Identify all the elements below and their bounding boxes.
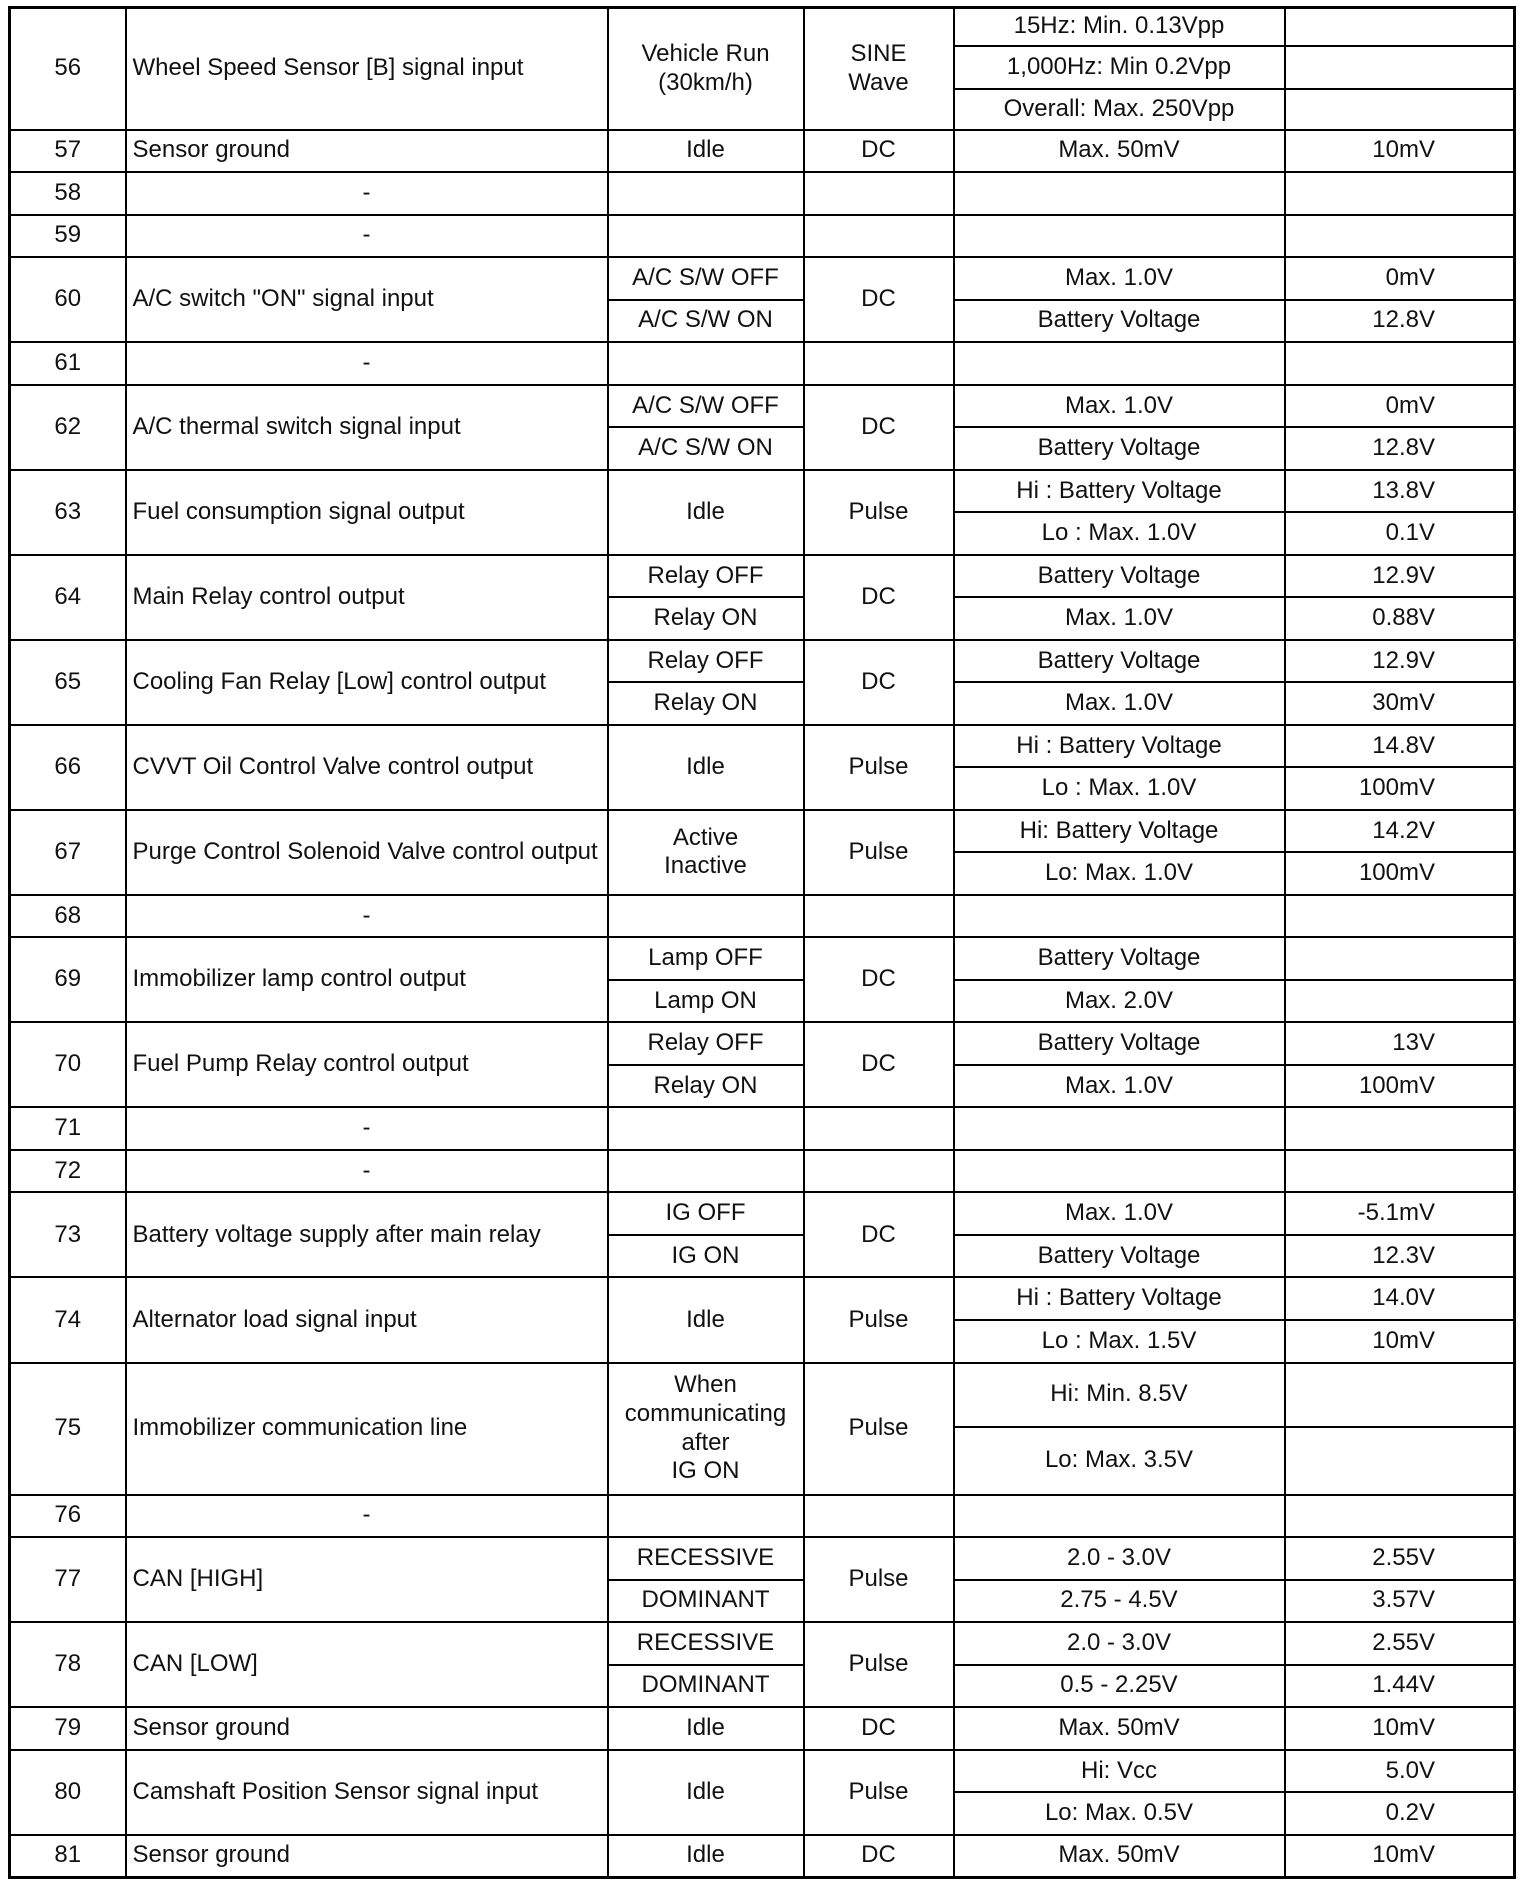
pin-description: Sensor ground xyxy=(126,1707,608,1750)
signal-type: Pulse xyxy=(804,1277,954,1362)
measured-value: 10mV xyxy=(1285,1320,1515,1363)
input-output-level: Lo : Max. 1.5V xyxy=(954,1320,1285,1363)
table-row xyxy=(10,895,1515,938)
input-output-level: Max. 50mV xyxy=(954,130,1285,173)
input-output-level: Max. 1.0V xyxy=(954,597,1285,640)
input-output-level xyxy=(954,172,1285,215)
measured-value: 14.8V xyxy=(1285,725,1515,768)
table-row xyxy=(10,8,1515,46)
measured-value: 14.2V xyxy=(1285,810,1515,853)
pin-description: - xyxy=(126,342,608,385)
input-output-level: Lo: Max. 3.5V xyxy=(954,1427,1285,1495)
test-condition: IG ON xyxy=(608,1235,804,1278)
pin-number: 61 xyxy=(10,342,126,385)
pin-description: Fuel consumption signal output xyxy=(126,470,608,555)
table-row xyxy=(10,172,1515,215)
test-condition xyxy=(608,342,804,385)
signal-type: Pulse xyxy=(804,725,954,810)
signal-type: DC xyxy=(804,555,954,640)
measured-value: 1.44V xyxy=(1285,1665,1515,1708)
signal-type: Pulse xyxy=(804,1537,954,1622)
pin-number: 65 xyxy=(10,640,126,725)
measured-value xyxy=(1285,1363,1515,1427)
measured-value: 10mV xyxy=(1285,1707,1515,1750)
measured-value xyxy=(1285,46,1515,89)
input-output-level: Hi : Battery Voltage xyxy=(954,470,1285,513)
pin-description: - xyxy=(126,895,608,938)
measured-value: 0mV xyxy=(1285,257,1515,300)
pin-description: CVVT Oil Control Valve control output xyxy=(126,725,608,810)
pin-description: Immobilizer communication line xyxy=(126,1363,608,1495)
signal-type: Pulse xyxy=(804,810,954,895)
signal-type xyxy=(804,1107,954,1150)
pin-description: Main Relay control output xyxy=(126,555,608,640)
pin-number: 72 xyxy=(10,1150,126,1193)
input-output-level xyxy=(954,1150,1285,1193)
table-row xyxy=(10,1835,1515,1878)
table-row xyxy=(10,1022,1515,1065)
test-condition: Lamp OFF xyxy=(608,937,804,980)
signal-type: DC xyxy=(804,1022,954,1107)
pin-number: 81 xyxy=(10,1835,126,1878)
measured-value: 100mV xyxy=(1285,767,1515,810)
pin-description: Cooling Fan Relay [Low] control output xyxy=(126,640,608,725)
input-output-level: Battery Voltage xyxy=(954,937,1285,980)
test-condition xyxy=(608,215,804,258)
test-condition: Idle xyxy=(608,1277,804,1362)
pin-number: 56 xyxy=(10,8,126,130)
input-output-level: Battery Voltage xyxy=(954,640,1285,683)
signal-type: DC xyxy=(804,1192,954,1277)
input-output-level: Hi : Battery Voltage xyxy=(954,1277,1285,1320)
measured-value xyxy=(1285,172,1515,215)
input-output-level: Lo: Max. 1.0V xyxy=(954,852,1285,895)
signal-type: SINE Wave xyxy=(804,8,954,130)
pin-number: 63 xyxy=(10,470,126,555)
table-row xyxy=(10,215,1515,258)
measured-value: 12.8V xyxy=(1285,300,1515,343)
measured-value: 5.0V xyxy=(1285,1750,1515,1793)
measured-value: -5.1mV xyxy=(1285,1192,1515,1235)
measured-value: 13.8V xyxy=(1285,470,1515,513)
input-output-level xyxy=(954,215,1285,258)
table-row xyxy=(10,385,1515,428)
test-condition: Relay ON xyxy=(608,1065,804,1108)
measured-value xyxy=(1285,1150,1515,1193)
measured-value: 13V xyxy=(1285,1022,1515,1065)
input-output-level: Battery Voltage xyxy=(954,555,1285,598)
signal-type: Pulse xyxy=(804,1622,954,1707)
measured-value: 14.0V xyxy=(1285,1277,1515,1320)
pin-description: Battery voltage supply after main relay xyxy=(126,1192,608,1277)
input-output-level: Max. 50mV xyxy=(954,1835,1285,1878)
measured-value: 2.55V xyxy=(1285,1622,1515,1665)
signal-type xyxy=(804,342,954,385)
input-output-level: Max. 2.0V xyxy=(954,980,1285,1023)
measured-value: 10mV xyxy=(1285,1835,1515,1878)
test-condition: Idle xyxy=(608,1750,804,1835)
pin-spec-body xyxy=(10,8,1515,1878)
measured-value xyxy=(1285,895,1515,938)
pin-number: 79 xyxy=(10,1707,126,1750)
pin-number: 78 xyxy=(10,1622,126,1707)
pin-number: 60 xyxy=(10,257,126,342)
pin-description: Camshaft Position Sensor signal input xyxy=(126,1750,608,1835)
measured-value: 100mV xyxy=(1285,852,1515,895)
table-row xyxy=(10,1750,1515,1793)
test-condition: A/C S/W ON xyxy=(608,427,804,470)
pin-number: 69 xyxy=(10,937,126,1022)
measured-value xyxy=(1285,8,1515,46)
pin-number: 70 xyxy=(10,1022,126,1107)
test-condition: Relay ON xyxy=(608,597,804,640)
measured-value xyxy=(1285,1427,1515,1495)
input-output-level: Overall: Max. 250Vpp xyxy=(954,89,1285,130)
input-output-level xyxy=(954,342,1285,385)
pin-number: 73 xyxy=(10,1192,126,1277)
pin-description: CAN [HIGH] xyxy=(126,1537,608,1622)
measured-value: 12.8V xyxy=(1285,427,1515,470)
test-condition: DOMINANT xyxy=(608,1665,804,1708)
input-output-level: 2.0 - 3.0V xyxy=(954,1622,1285,1665)
table-row xyxy=(10,1622,1515,1665)
measured-value xyxy=(1285,1495,1515,1538)
table-row xyxy=(10,342,1515,385)
table-row xyxy=(10,1707,1515,1750)
measured-value xyxy=(1285,342,1515,385)
signal-type: DC xyxy=(804,1835,954,1878)
table-row xyxy=(10,130,1515,173)
signal-type: DC xyxy=(804,257,954,342)
pin-number: 76 xyxy=(10,1495,126,1538)
test-condition: Idle xyxy=(608,130,804,173)
pin-number: 74 xyxy=(10,1277,126,1362)
table-row xyxy=(10,1363,1515,1427)
test-condition: Idle xyxy=(608,1835,804,1878)
test-condition: Relay OFF xyxy=(608,1022,804,1065)
test-condition: Idle xyxy=(608,470,804,555)
test-condition: Idle xyxy=(608,1707,804,1750)
input-output-level: Hi: Battery Voltage xyxy=(954,810,1285,853)
test-condition xyxy=(608,1495,804,1538)
test-condition: RECESSIVE xyxy=(608,1537,804,1580)
signal-type xyxy=(804,215,954,258)
measured-value: 12.9V xyxy=(1285,555,1515,598)
pin-spec-table xyxy=(8,6,1516,1879)
measured-value: 2.55V xyxy=(1285,1537,1515,1580)
pin-description: - xyxy=(126,1150,608,1193)
input-output-level: Max. 50mV xyxy=(954,1707,1285,1750)
table-row xyxy=(10,1277,1515,1320)
input-output-level: Lo : Max. 1.0V xyxy=(954,767,1285,810)
test-condition: Relay OFF xyxy=(608,640,804,683)
table-row xyxy=(10,1495,1515,1538)
pin-number: 80 xyxy=(10,1750,126,1835)
test-condition xyxy=(608,1150,804,1193)
input-output-level: 15Hz: Min. 0.13Vpp xyxy=(954,8,1285,46)
pin-description: A/C switch "ON" signal input xyxy=(126,257,608,342)
pin-description: - xyxy=(126,1495,608,1538)
input-output-level: Max. 1.0V xyxy=(954,385,1285,428)
input-output-level: Max. 1.0V xyxy=(954,1192,1285,1235)
pin-number: 68 xyxy=(10,895,126,938)
pin-description: Alternator load signal input xyxy=(126,1277,608,1362)
measured-value: 10mV xyxy=(1285,130,1515,173)
signal-type xyxy=(804,895,954,938)
input-output-level xyxy=(954,1495,1285,1538)
test-condition xyxy=(608,1107,804,1150)
test-condition: Relay OFF xyxy=(608,555,804,598)
input-output-level: Lo : Max. 1.0V xyxy=(954,512,1285,555)
input-output-level: Max. 1.0V xyxy=(954,682,1285,725)
signal-type: Pulse xyxy=(804,1363,954,1495)
measured-value: 0.1V xyxy=(1285,512,1515,555)
input-output-level: Hi: Vcc xyxy=(954,1750,1285,1793)
test-condition: Active Inactive xyxy=(608,810,804,895)
test-condition: DOMINANT xyxy=(608,1580,804,1623)
test-condition: Idle xyxy=(608,725,804,810)
pin-number: 75 xyxy=(10,1363,126,1495)
table-row xyxy=(10,1107,1515,1150)
pin-number: 64 xyxy=(10,555,126,640)
test-condition: Vehicle Run (30km/h) xyxy=(608,8,804,130)
pin-description: A/C thermal switch signal input xyxy=(126,385,608,470)
measured-value: 3.57V xyxy=(1285,1580,1515,1623)
pin-number: 58 xyxy=(10,172,126,215)
measured-value xyxy=(1285,89,1515,130)
input-output-level: Battery Voltage xyxy=(954,1022,1285,1065)
signal-type: DC xyxy=(804,640,954,725)
test-condition xyxy=(608,172,804,215)
pin-description: - xyxy=(126,215,608,258)
pin-number: 66 xyxy=(10,725,126,810)
measured-value: 0.88V xyxy=(1285,597,1515,640)
measured-value xyxy=(1285,215,1515,258)
signal-type: DC xyxy=(804,385,954,470)
test-condition: A/C S/W OFF xyxy=(608,257,804,300)
signal-type: DC xyxy=(804,1707,954,1750)
pin-description: Wheel Speed Sensor [B] signal input xyxy=(126,8,608,130)
table-row xyxy=(10,810,1515,853)
pin-number: 59 xyxy=(10,215,126,258)
test-condition: A/C S/W OFF xyxy=(608,385,804,428)
pin-number: 57 xyxy=(10,130,126,173)
signal-type xyxy=(804,1495,954,1538)
pin-description: CAN [LOW] xyxy=(126,1622,608,1707)
input-output-level: 2.75 - 4.5V xyxy=(954,1580,1285,1623)
input-output-level: Battery Voltage xyxy=(954,1235,1285,1278)
measured-value: 100mV xyxy=(1285,1065,1515,1108)
table-row xyxy=(10,555,1515,598)
input-output-level: Battery Voltage xyxy=(954,427,1285,470)
pin-description: - xyxy=(126,172,608,215)
input-output-level: 0.5 - 2.25V xyxy=(954,1665,1285,1708)
measured-value: 12.9V xyxy=(1285,640,1515,683)
pin-description: Immobilizer lamp control output xyxy=(126,937,608,1022)
test-condition: Lamp ON xyxy=(608,980,804,1023)
test-condition: Relay ON xyxy=(608,682,804,725)
pin-number: 67 xyxy=(10,810,126,895)
input-output-level: Max. 1.0V xyxy=(954,1065,1285,1108)
signal-type xyxy=(804,172,954,215)
measured-value: 30mV xyxy=(1285,682,1515,725)
pin-description: Sensor ground xyxy=(126,130,608,173)
test-condition: RECESSIVE xyxy=(608,1622,804,1665)
table-row xyxy=(10,257,1515,300)
measured-value: 0mV xyxy=(1285,385,1515,428)
measured-value xyxy=(1285,937,1515,980)
pin-description: Sensor ground xyxy=(126,1835,608,1878)
input-output-level xyxy=(954,895,1285,938)
pin-description: Fuel Pump Relay control output xyxy=(126,1022,608,1107)
input-output-level xyxy=(954,1107,1285,1150)
input-output-level: Battery Voltage xyxy=(954,300,1285,343)
table-row xyxy=(10,1192,1515,1235)
measured-value: 12.3V xyxy=(1285,1235,1515,1278)
measured-value xyxy=(1285,980,1515,1023)
measured-value: 0.2V xyxy=(1285,1792,1515,1835)
pin-description: Purge Control Solenoid Valve control output xyxy=(126,810,608,895)
table-row xyxy=(10,1537,1515,1580)
input-output-level: Max. 1.0V xyxy=(954,257,1285,300)
pin-description: - xyxy=(126,1107,608,1150)
input-output-level: Hi : Battery Voltage xyxy=(954,725,1285,768)
test-condition: A/C S/W ON xyxy=(608,300,804,343)
input-output-level: 2.0 - 3.0V xyxy=(954,1537,1285,1580)
signal-type xyxy=(804,1150,954,1193)
test-condition: When communicating after IG ON xyxy=(608,1363,804,1495)
pin-number: 71 xyxy=(10,1107,126,1150)
signal-type: DC xyxy=(804,937,954,1022)
table-row xyxy=(10,725,1515,768)
test-condition xyxy=(608,895,804,938)
table-row xyxy=(10,1150,1515,1193)
pin-number: 62 xyxy=(10,385,126,470)
table-row xyxy=(10,470,1515,513)
pin-number: 77 xyxy=(10,1537,126,1622)
table-row xyxy=(10,937,1515,980)
input-output-level: 1,000Hz: Min 0.2Vpp xyxy=(954,46,1285,89)
input-output-level: Lo: Max. 0.5V xyxy=(954,1792,1285,1835)
input-output-level: Hi: Min. 8.5V xyxy=(954,1363,1285,1427)
signal-type: DC xyxy=(804,130,954,173)
test-condition: IG OFF xyxy=(608,1192,804,1235)
signal-type: Pulse xyxy=(804,1750,954,1835)
signal-type: Pulse xyxy=(804,470,954,555)
measured-value xyxy=(1285,1107,1515,1150)
table-row xyxy=(10,640,1515,683)
